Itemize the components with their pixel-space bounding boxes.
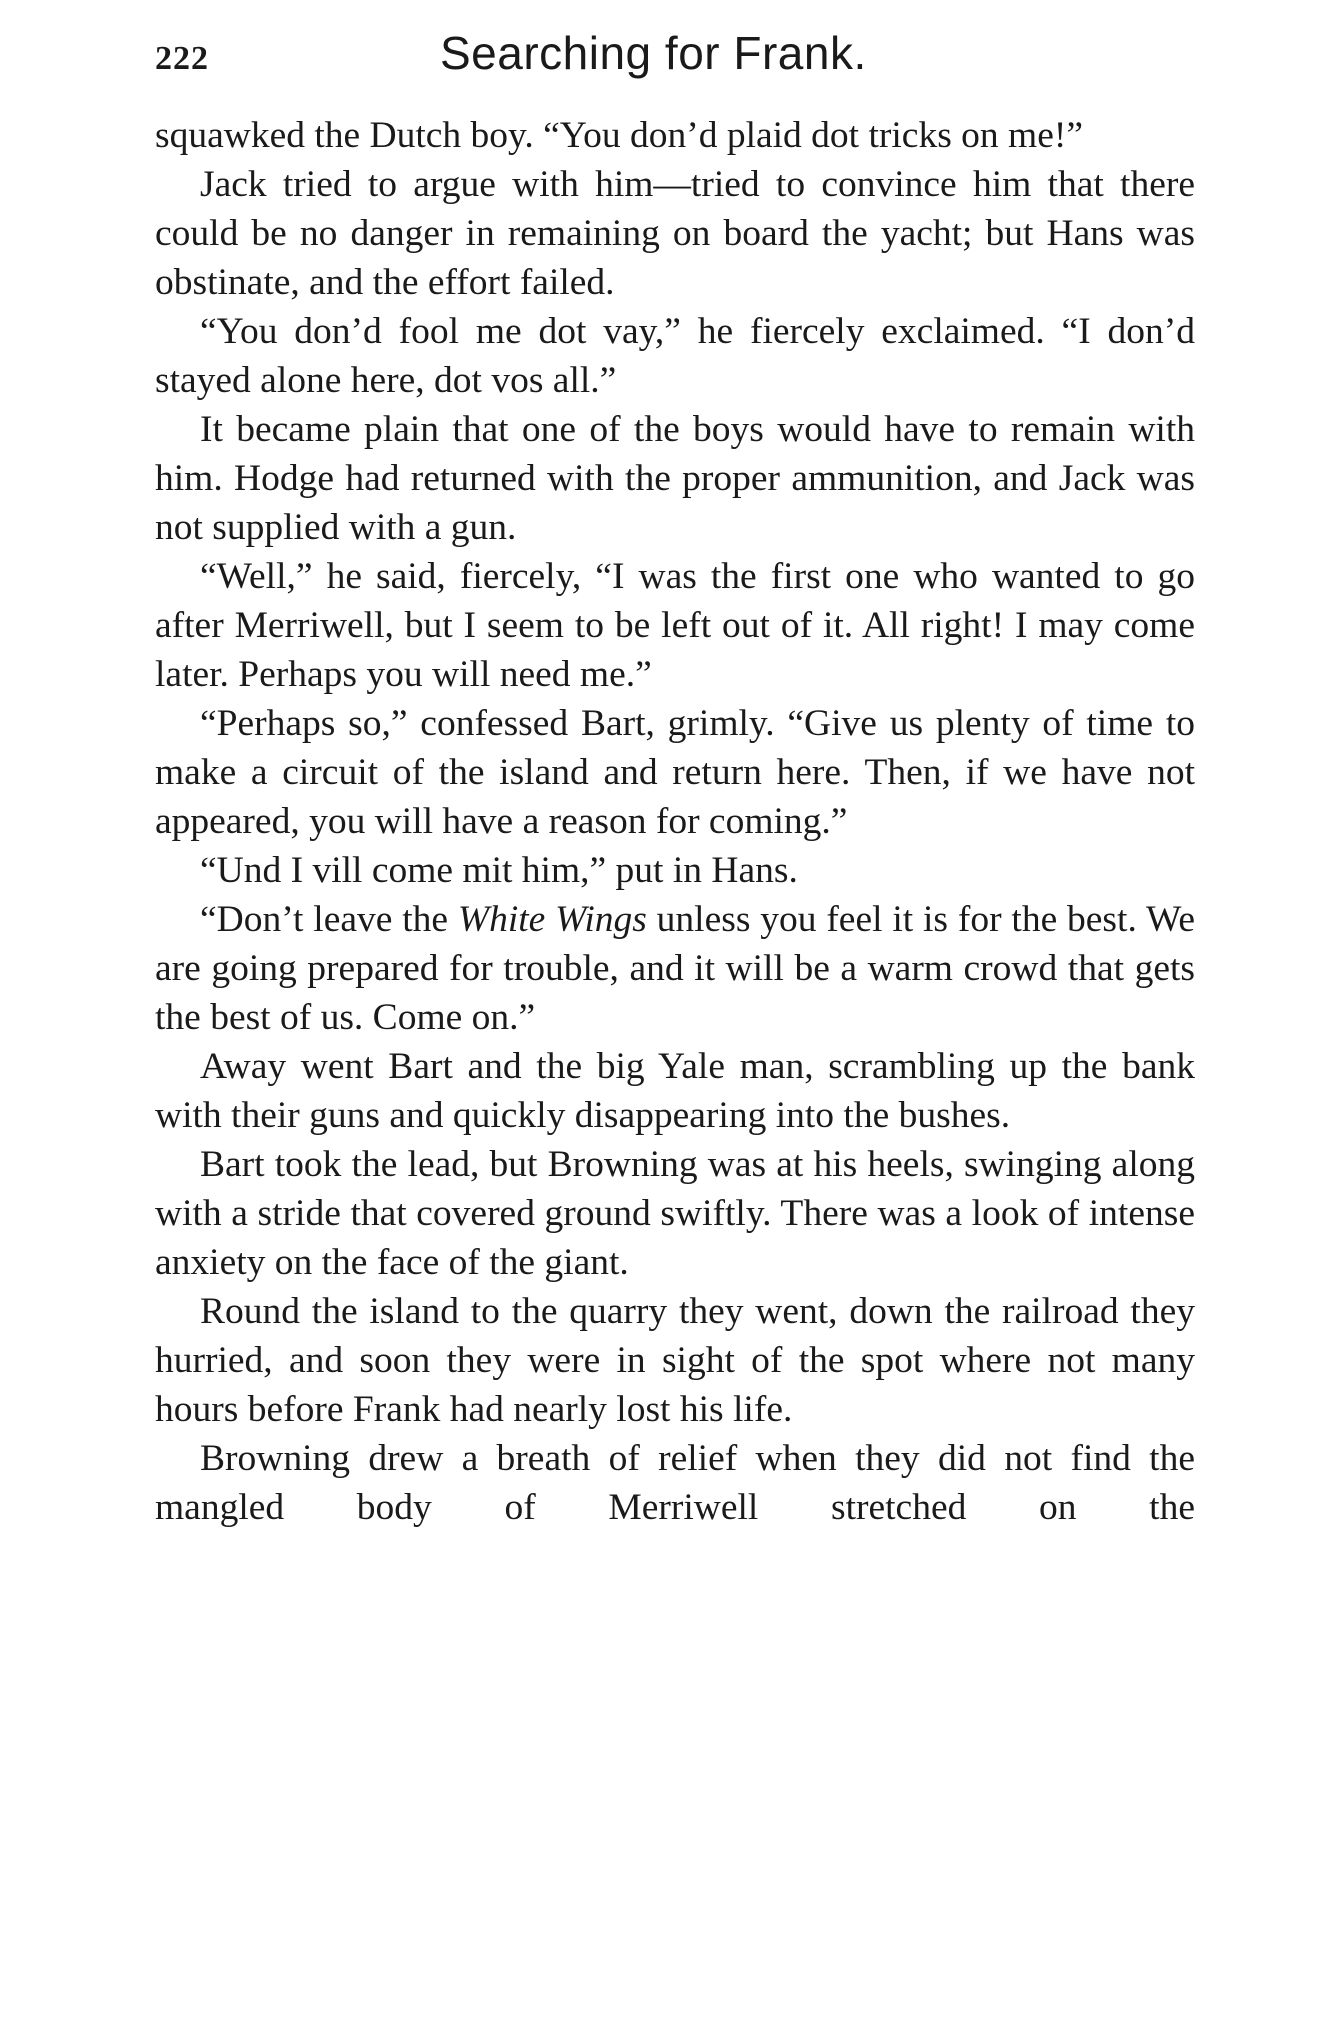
body-text [155,111,1195,1532]
paragraph-7: “Und I vill come mit him,” put in Hans. [200,850,798,891]
paragraph-8-end: unless you feel it is for the best. We are going prepared for trouble, and it will be a warm crowd that gets the best of us. Come on.” [155,899,1195,1038]
paragraph-2: Jack tried to argue with him—tried to convince him that there could be no danger in remaining on board the yacht; but Hans was obstinate, and the effort failed. [155,164,1195,303]
running-title: Searching for Frank. [440,27,867,79]
running-head [155,26,1195,86]
paragraph-10: Bart took the lead, but Browning was at his heels, swinging along with a stride that covered ground swiftly. There was a look of intense anxiety on the face of the giant. [155,1144,1195,1283]
paragraph-8 [155,895,1195,1042]
paragraph-6: “Perhaps so,” confessed Bart, grimly. “Give us plenty of time to make a circuit of the island and return here. Then, if we have not appeared, you will have a reason for coming.” [155,703,1195,842]
paragraph-12: Browning drew a breath of relief when they did not find the mangled body of Merriwell stretched on the [155,1438,1195,1528]
paragraph-8-start: “Don’t leave the [200,899,458,940]
paragraph-11: Round the island to the quarry they went, down the railroad they hurried, and soon they were in sight of the spot where not many hours before Frank had nearly lost his life. [155,1291,1195,1430]
yacht-name: White Wings [457,899,647,940]
paragraph-3: “You don’d fool me dot vay,” he fiercely exclaimed. “I don’d stayed alone here, dot vos all.” [155,311,1195,401]
page-number: 222 [155,40,209,77]
paragraph-1: squawked the Dutch boy. “You don’d plaid dot tricks on me!” [155,115,1083,156]
paragraph-5: “Well,” he said, fiercely, “I was the first one who wanted to go after Merriwell, but I seem to be left out of it. All right! I may come later. Perhaps you will need me.” [155,556,1195,695]
paragraph-4: It became plain that one of the boys would have to remain with him. Hodge had returned with the proper ammunition, and Jack was not supplied with a gun. [155,409,1195,548]
paragraph-9: Away went Bart and the big Yale man, scrambling up the bank with their guns and quickly disappearing into the bushes. [155,1046,1195,1136]
